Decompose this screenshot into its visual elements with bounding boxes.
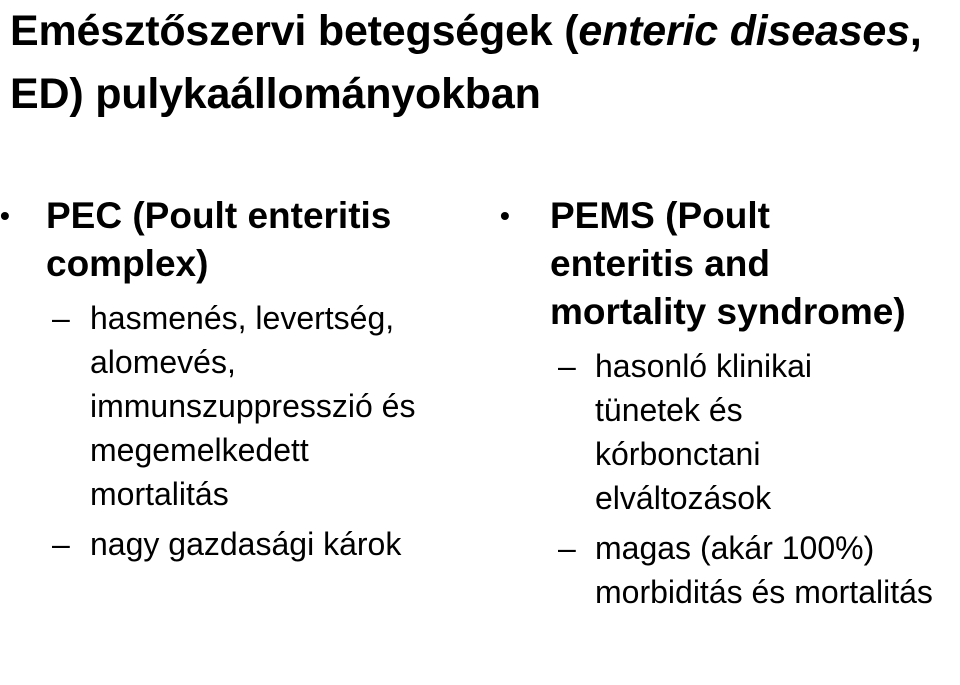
bullet-dot-icon: •	[0, 200, 10, 231]
sub-item-pems-morbidity	[500, 526, 960, 614]
dash-icon: –	[558, 530, 576, 566]
right-column	[500, 192, 960, 614]
title-part-1: Emésztőszervi betegségek (	[10, 7, 579, 55]
bullet-pems-text: PEMS (Poult enteritis and mortality syndrome)	[550, 195, 906, 332]
sub-item-text: nagy gazdasági károk	[90, 526, 402, 562]
bullet-dot-icon: •	[500, 200, 510, 231]
title-part-2-italic: enteric diseases	[578, 7, 910, 55]
sub-item-pec-losses	[0, 522, 480, 566]
dash-icon: –	[558, 348, 576, 384]
bullet-pec-text: PEC (Poult enteritis complex)	[46, 195, 392, 284]
left-column	[0, 192, 480, 566]
bullet-pems	[500, 192, 960, 336]
dash-icon: –	[52, 526, 70, 562]
slide-title	[10, 0, 955, 126]
sub-item-pec-symptoms	[0, 296, 480, 516]
dash-icon: –	[52, 300, 70, 336]
sub-item-pems-signs	[500, 344, 960, 520]
sub-item-text: hasmenés, levertség, alomevés, immunszuppresszió és megemelkedett mortalitás	[90, 300, 416, 512]
title-part-3: , ED) pulykaállományokban	[10, 7, 922, 118]
sub-item-text: hasonló klinikai tünetek és kórbonctani elváltozások	[595, 348, 813, 516]
sub-item-text: magas (akár 100%) morbiditás és mortalitás	[595, 530, 933, 610]
bullet-pec	[0, 192, 480, 288]
